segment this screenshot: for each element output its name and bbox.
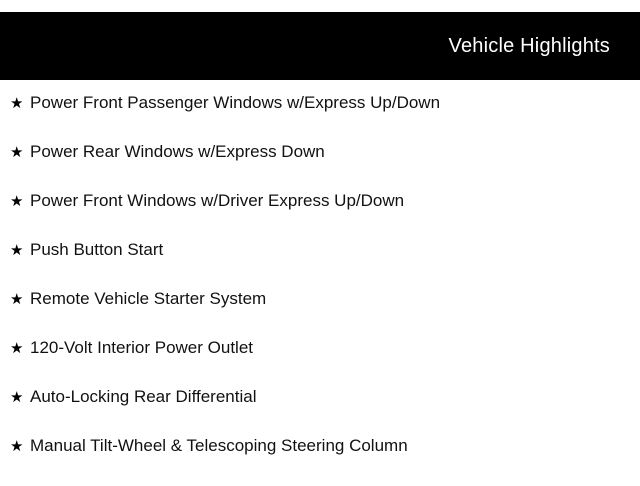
star-icon: ★ — [10, 389, 24, 406]
list-item-label: Power Front Windows w/Driver Express Up/Down — [30, 191, 405, 210]
header-bar — [0, 12, 640, 80]
star-icon: ★ — [10, 193, 24, 210]
list-item — [0, 143, 640, 192]
list-item — [0, 388, 640, 437]
star-icon: ★ — [10, 144, 24, 161]
list-item — [0, 94, 640, 143]
star-icon: ★ — [10, 95, 24, 112]
star-icon: ★ — [10, 340, 24, 357]
star-icon: ★ — [10, 242, 24, 259]
feature-list — [0, 80, 640, 486]
list-item-label: Power Rear Windows w/Express Down — [30, 142, 325, 161]
list-item-label: Manual Tilt-Wheel & Telescoping Steering Column — [30, 436, 408, 455]
star-icon: ★ — [10, 438, 24, 455]
list-item — [0, 290, 640, 339]
list-item — [0, 339, 640, 388]
list-item-label: Power Front Passenger Windows w/Express Up/Down — [30, 93, 441, 112]
list-item — [0, 437, 640, 486]
list-item-label: Push Button Start — [30, 240, 164, 259]
list-item-label: Auto-Locking Rear Differential — [30, 387, 257, 406]
list-item — [0, 241, 640, 290]
star-icon: ★ — [10, 291, 24, 308]
list-item-label: Remote Vehicle Starter System — [30, 289, 267, 308]
list-item-label: 120-Volt Interior Power Outlet — [30, 338, 254, 357]
page-title: Vehicle Highlights — [448, 35, 610, 57]
list-item — [0, 192, 640, 241]
